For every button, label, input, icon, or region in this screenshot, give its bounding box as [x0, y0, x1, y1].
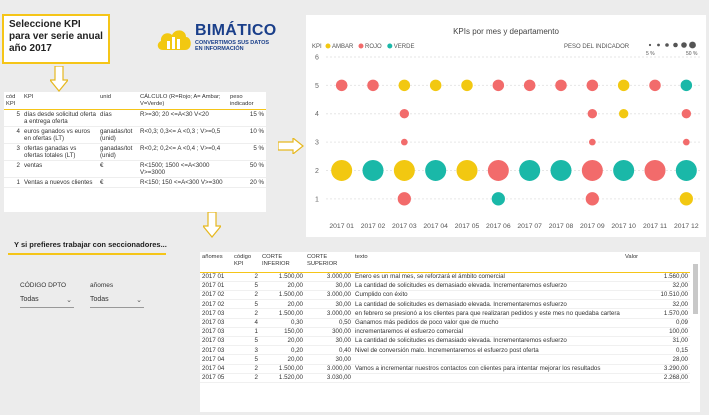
table-cell-valor: 10.510,00	[623, 290, 690, 299]
table-cell-anomes: 2017 03	[200, 327, 232, 336]
scatter-point[interactable]	[587, 80, 599, 92]
x-tick-label: 2017 03	[392, 223, 417, 230]
size-legend-dot	[673, 43, 678, 48]
y-tick-label: 5	[315, 82, 319, 90]
table-row[interactable]	[200, 281, 690, 290]
scatter-point[interactable]	[676, 160, 697, 181]
table-cell-valor: 0,09	[623, 318, 690, 327]
table-cell-sup: 3.000,00	[305, 290, 353, 299]
table-cell-inf: 0,30	[260, 318, 305, 327]
bimatico-logo	[155, 22, 295, 54]
kpi-cell-unid: ganadas/tot (unid)	[98, 144, 138, 161]
kpi-table-row[interactable]	[4, 110, 266, 127]
scatter-point[interactable]	[493, 80, 505, 92]
kpi-cell-cod: 5	[4, 110, 22, 127]
table-cell-kpi: 4	[232, 318, 260, 327]
kpi-cell-unid: ganadas/tot (unid)	[98, 127, 138, 144]
scatter-point[interactable]	[524, 80, 536, 92]
col-header-cod[interactable]: cód KPI	[4, 92, 22, 110]
anomes-slicer-label: añomes	[90, 282, 114, 289]
x-tick-label: 2017 05	[454, 223, 480, 230]
table-cell-sup: 30,00	[305, 300, 353, 309]
kpi-cell-cod: 2	[4, 161, 22, 178]
scatter-point[interactable]	[331, 160, 352, 181]
kpi-cell-calc: R<1500; 1500 <=A<3000 V>=3000	[138, 161, 228, 178]
table-cell-kpi: 5	[232, 300, 260, 309]
table-row[interactable]	[200, 346, 690, 355]
table-cell-texto: Enero es un mal mes, se reforzará el ámbito comercial	[353, 272, 623, 281]
scatter-point[interactable]	[488, 160, 509, 181]
kpi-table	[4, 92, 266, 212]
size-legend-title: PESO DEL INDICADOR	[564, 44, 630, 50]
kpi-cell-kpi: ofertas ganadas vs ofertas totales (LT)	[22, 144, 98, 161]
table-cell-valor: 3.290,00	[623, 364, 690, 373]
size-legend-max: 50 %	[686, 51, 698, 57]
table-row[interactable]	[200, 373, 690, 382]
scatter-point[interactable]	[619, 109, 628, 118]
table-cell-anomes: 2017 02	[200, 290, 232, 299]
scatter-point[interactable]	[618, 80, 630, 92]
kpi-cell-kpi: días desde solicitud oferta a entrega oferta	[22, 110, 98, 127]
table-cell-sup: 3.000,00	[305, 364, 353, 373]
arrow-right-icon	[278, 138, 304, 154]
table-cell-inf: 0,20	[260, 346, 305, 355]
kpi-table-row[interactable]	[4, 161, 266, 178]
comments-table-header	[200, 252, 690, 272]
dpto-slicer-dropdown[interactable]	[20, 294, 74, 308]
kpi-cell-calc: R<150; 150 <=A<300 V>=300	[138, 178, 228, 188]
legend-entry[interactable]: VERDE	[393, 44, 415, 50]
table-cell-inf: 20,00	[260, 336, 305, 345]
scatter-point[interactable]	[681, 80, 693, 92]
table-row[interactable]	[200, 364, 690, 373]
x-tick-label: 2017 08	[548, 223, 574, 230]
kpi-table-row[interactable]	[4, 144, 266, 161]
table-cell-valor: 32,00	[623, 300, 690, 309]
table-cell-texto: en febrero se presionó a los clientes para que realizaran pedidos y este mes no quedaba cartera	[353, 309, 623, 318]
y-tick-label: 3	[315, 139, 319, 147]
logo-tagline-2: EN INFORMACIÓN	[195, 46, 244, 52]
kpi-table-header	[4, 92, 266, 110]
table-cell-kpi: 5	[232, 281, 260, 290]
kpi-cell-kpi: Ventas a nuevos clientes	[22, 178, 98, 188]
table-cell-texto	[353, 373, 623, 382]
table-cell-kpi: 2	[232, 290, 260, 299]
table-row[interactable]	[200, 309, 690, 318]
kpi-prompt-box	[2, 14, 110, 64]
logo-tagline-1: CONVERTIMOS SUS DATOS	[195, 40, 270, 46]
x-tick-label: 2017 02	[360, 223, 386, 230]
kpi-cell-kpi: ventas	[22, 161, 98, 178]
table-cell-anomes: 2017 04	[200, 364, 232, 373]
kpi-chart-panel	[306, 15, 706, 237]
table-cell-texto: La cantidad de solicitudes es demasiado elevada. Incrementaremos esfuerzo	[353, 336, 623, 345]
scatter-point[interactable]	[401, 139, 408, 146]
table-cell-sup: 3.000,00	[305, 309, 353, 318]
kpi-cell-kpi: euros ganados vs euros en ofertas (LT)	[22, 127, 98, 144]
x-tick-label: 2017 01	[329, 223, 354, 230]
col-header-kpi[interactable]: KPI	[22, 92, 98, 110]
scatter-point[interactable]	[367, 80, 379, 92]
size-legend-dot	[657, 44, 660, 47]
legend-swatch	[387, 44, 392, 49]
scatter-point[interactable]	[400, 109, 409, 118]
table-scrollbar[interactable]	[693, 256, 698, 406]
table-cell-kpi: 2	[232, 309, 260, 318]
col-header-corte-superior[interactable]: CORTE SUPERIOR	[305, 252, 353, 272]
chevron-down-icon: ⌄	[136, 297, 142, 304]
scatter-point[interactable]	[430, 80, 442, 92]
table-cell-anomes: 2017 03	[200, 318, 232, 327]
kpi-cell-cod: 3	[4, 144, 22, 161]
table-row[interactable]	[200, 300, 690, 309]
table-cell-anomes: 2017 03	[200, 309, 232, 318]
col-header-texto[interactable]: texto	[353, 252, 623, 272]
scatter-point[interactable]	[589, 139, 596, 146]
table-cell-anomes: 2017 03	[200, 346, 232, 355]
table-cell-kpi: 5	[232, 336, 260, 345]
table-cell-valor: 1.560,00	[623, 272, 690, 281]
table-cell-sup: 0,40	[305, 346, 353, 355]
col-header-corte-inferior[interactable]: CORTE INFERIOR	[260, 252, 305, 272]
y-tick-label: 6	[315, 54, 319, 62]
size-legend-dot	[689, 42, 696, 49]
kpi-prompt-text: Seleccione KPI para ver serie anual año 2017	[9, 19, 103, 54]
kpi-cell-peso: 50 %	[228, 161, 266, 178]
table-cell-valor: 2.268,00	[623, 373, 690, 382]
arrow-down-icon	[203, 212, 221, 238]
scatter-point[interactable]	[683, 139, 690, 146]
x-tick-label: 2017 09	[580, 223, 605, 230]
kpi-cell-cod: 4	[4, 127, 22, 144]
table-cell-texto	[353, 355, 623, 364]
table-cell-valor: 0,15	[623, 346, 690, 355]
table-cell-inf: 1.500,00	[260, 364, 305, 373]
slicers-title: Y si prefieres trabajar con seccionadores...	[14, 240, 167, 249]
x-tick-label: 2017 06	[486, 223, 511, 230]
kpi-cell-peso: 20 %	[228, 178, 266, 188]
kpi-cell-calc: R<0,2; 0,2<= A <0,4 ; V>=0,4	[138, 144, 228, 161]
table-cell-inf: 1.500,00	[260, 309, 305, 318]
table-cell-sup: 3.030,00	[305, 373, 353, 382]
scrollbar-thumb[interactable]	[693, 264, 698, 314]
scatter-point[interactable]	[586, 192, 599, 205]
table-cell-kpi: 5	[232, 355, 260, 364]
cloud-chart-icon	[155, 24, 193, 52]
table-cell-texto: Nivel de conversión malo. Incrementaremos el esfuerzo post oferta	[353, 346, 623, 355]
table-cell-valor: 1.570,00	[623, 309, 690, 318]
size-legend-min: 5 %	[646, 51, 655, 57]
anomes-slicer-dropdown[interactable]	[90, 294, 144, 308]
anomes-slicer-value: Todas	[90, 296, 109, 303]
x-tick-label: 2017 07	[517, 223, 542, 230]
col-header-codigo-kpi[interactable]: código KPI	[232, 252, 260, 272]
legend-swatch	[326, 44, 331, 49]
kpi-cell-calc: R<0,3; 0,3<= A <0,3 ; V>=0,5	[138, 127, 228, 144]
legend-swatch	[359, 44, 364, 49]
scatter-point[interactable]	[425, 160, 446, 181]
kpi-cell-calc: R>=30; 20 <=A<30 V<20	[138, 110, 228, 127]
scatter-point[interactable]	[399, 80, 411, 92]
legend-entry[interactable]: ROJO	[365, 44, 382, 50]
table-cell-anomes: 2017 02	[200, 300, 232, 309]
table-row[interactable]	[200, 355, 690, 364]
x-tick-label: 2017 04	[423, 223, 448, 230]
table-cell-texto: incrementaremos el esfuerzo comercial	[353, 327, 623, 336]
table-cell-inf: 1.500,00	[260, 290, 305, 299]
scatter-point[interactable]	[582, 160, 603, 181]
table-row[interactable]	[200, 290, 690, 299]
kpi-cell-peso: 5 %	[228, 144, 266, 161]
scatter-point[interactable]	[682, 109, 691, 118]
kpi-cell-unid: €	[98, 178, 138, 188]
table-row[interactable]	[200, 327, 690, 336]
table-cell-valor: 28,00	[623, 355, 690, 364]
size-legend-dot	[681, 42, 687, 48]
comments-table	[200, 252, 700, 412]
table-cell-texto: Ganamos más pedidos de poco valor que de mucho	[353, 318, 623, 327]
table-cell-anomes: 2017 05	[200, 373, 232, 382]
kpi-table-row[interactable]	[4, 178, 266, 188]
table-cell-texto: La cantidad de solicitudes es demasiado elevada. Incrementaremos esfuerzo	[353, 281, 623, 290]
kpi-cell-peso: 10 %	[228, 127, 266, 144]
table-cell-inf: 1.520,00	[260, 373, 305, 382]
scatter-point[interactable]	[551, 160, 572, 181]
chevron-down-icon: ⌄	[66, 297, 72, 304]
scatter-point[interactable]	[588, 109, 597, 118]
table-cell-inf: 20,00	[260, 355, 305, 364]
table-cell-kpi: 2	[232, 364, 260, 373]
arrow-down-icon	[50, 66, 68, 92]
table-cell-sup: 30,00	[305, 336, 353, 345]
scatter-point[interactable]	[492, 192, 505, 205]
col-header-unid[interactable]: unid	[98, 92, 138, 110]
table-cell-inf: 20,00	[260, 281, 305, 290]
table-cell-valor: 32,00	[623, 281, 690, 290]
scatter-point[interactable]	[363, 160, 384, 181]
scatter-point[interactable]	[613, 160, 634, 181]
dpto-slicer-value: Todas	[20, 296, 39, 303]
table-cell-kpi: 1	[232, 327, 260, 336]
x-tick-label: 2017 12	[674, 223, 699, 230]
table-cell-valor: 100,00	[623, 327, 690, 336]
col-header-calculo[interactable]: CÁLCULO (R=Rojo; A= Ambar; V=Verde)	[138, 92, 228, 110]
table-cell-inf: 1.500,00	[260, 272, 305, 281]
y-tick-label: 4	[315, 111, 319, 119]
table-cell-sup: 3.000,00	[305, 272, 353, 281]
table-cell-texto: Vamos a incrementar nuestros contactos con clientes para intentar mejorar los resultados	[353, 364, 623, 373]
y-tick-label: 2	[315, 167, 319, 175]
table-cell-sup: 30,00	[305, 281, 353, 290]
scatter-point[interactable]	[457, 160, 478, 181]
table-row[interactable]	[200, 318, 690, 327]
kpi-cell-unid: €	[98, 161, 138, 178]
kpi-scatter-chart	[306, 15, 706, 237]
table-cell-sup: 0,50	[305, 318, 353, 327]
slicers-divider	[8, 253, 166, 255]
table-cell-sup: 30,00	[305, 355, 353, 364]
table-row[interactable]	[200, 272, 690, 281]
table-cell-valor: 31,00	[623, 336, 690, 345]
dpto-slicer-label: CÓDIGO DPTO	[20, 282, 67, 289]
col-header-valor[interactable]: Valor	[623, 252, 690, 272]
table-row[interactable]	[200, 336, 690, 345]
size-legend-dot	[665, 43, 669, 47]
table-cell-sup: 300,00	[305, 327, 353, 336]
scatter-point[interactable]	[519, 160, 540, 181]
scatter-point[interactable]	[394, 160, 415, 181]
table-cell-anomes: 2017 03	[200, 336, 232, 345]
scatter-point[interactable]	[461, 80, 473, 92]
legend-title: KPI	[312, 44, 322, 50]
table-cell-anomes: 2017 01	[200, 272, 232, 281]
scatter-point[interactable]	[649, 80, 661, 92]
table-cell-anomes: 2017 04	[200, 355, 232, 364]
kpi-cell-cod: 1	[4, 178, 22, 188]
kpi-table-row[interactable]	[4, 127, 266, 144]
kpi-cell-unid: días	[98, 110, 138, 127]
legend-entry[interactable]: AMBAR	[332, 44, 354, 50]
table-cell-inf: 150,00	[260, 327, 305, 336]
logo-name: BIMÁTICO	[195, 22, 277, 39]
table-cell-inf: 20,00	[260, 300, 305, 309]
scatter-point[interactable]	[680, 192, 693, 205]
col-header-peso[interactable]: peso indicador	[228, 92, 266, 110]
col-header-anomes[interactable]: añomes	[200, 252, 232, 272]
table-cell-texto: Cumplido con éxito	[353, 290, 623, 299]
size-legend-dot	[649, 44, 651, 46]
kpi-cell-peso: 15 %	[228, 110, 266, 127]
y-tick-label: 1	[315, 196, 319, 204]
scatter-point[interactable]	[398, 192, 411, 205]
table-cell-texto: La cantidad de solicitudes es demasiado elevada. Incrementaremos esfuerzo	[353, 300, 623, 309]
table-cell-anomes: 2017 01	[200, 281, 232, 290]
table-cell-kpi: 2	[232, 373, 260, 382]
x-tick-label: 2017 11	[642, 223, 668, 230]
table-cell-kpi: 3	[232, 346, 260, 355]
scatter-point[interactable]	[336, 80, 348, 92]
x-tick-label: 2017 10	[611, 223, 636, 230]
scatter-point[interactable]	[645, 160, 666, 181]
chart-title: KPIs por mes y departamento	[453, 27, 559, 36]
scatter-point[interactable]	[555, 80, 567, 92]
table-cell-kpi: 2	[232, 272, 260, 281]
